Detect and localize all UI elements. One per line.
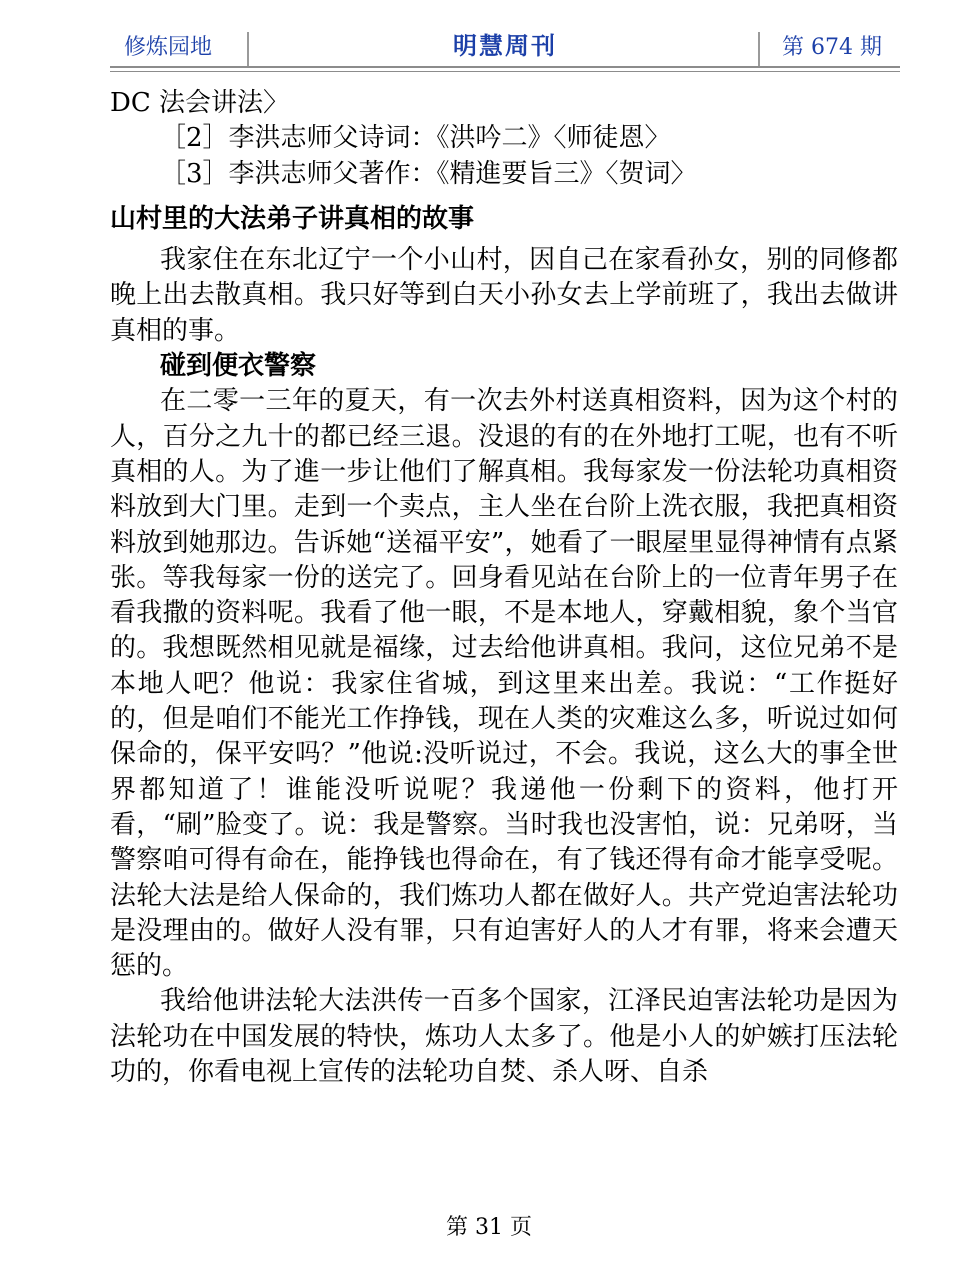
header-divider — [758, 32, 760, 66]
issue-number: 第 674 期 — [782, 35, 882, 60]
article-paragraph: 我家住在东北辽宁一个小山村，因自己在家看孙女，别的同修都晚上出去散真相。我只好等到白天小孙女去上学前班了，我出去做讲真相的事。 — [110, 245, 898, 346]
publication-title: 明慧周刊 — [453, 32, 557, 60]
article-subheading: 碰到便衣警察 — [160, 351, 317, 382]
reference-line: ［2］李洪志师父诗词：《洪吟二》〈师徒恩〉 — [160, 123, 671, 154]
article-paragraph: 在二零一三年的夏天，有一次去外村送真相资料，因为这个村的人，百分之九十的都已经三退。没退的有的在外地打工呢，也有不听真相的人。为了進一步让他们了解真相。我每家发一份法轮功真相资料放到大门里。走到一个卖点，主人坐在台阶上洗衣服，我把真相资料放到她那边。告诉她“送福平安”，她看了一眼屋里显得神情有点紧张。等我每家一份的送完了。回身看见站在台阶上的一位青年男子在看我撒的资料呢。我看了他一眼，不是本地人，穿戴相貌，象个当官的。我想既然相见就是福缘，过去给他讲真相。我问，这位兄弟不是本地人吧？他说：我家住省城，到这里来出差。我说：“工作挺好的，但是咱们不能光工作挣钱，现在人类的灾难这么多，听说过如何保命的，保平安吗？”他说:没听说过，不会。我说，这么大的事全世界都知道了！谁能没听说呢？我递他一份剩下的资料，他打开看，“刷”脸变了。说：我是警察。当时我也没害怕，说：兄弟呀，当警察咱可得有命在，能挣钱也得命在，有了钱还得有命才能享受呢。法轮大法是给人保命的，我们炼功人都在做好人。共产党迫害法轮功是没理由的。做好人没有罪，只有迫害好人的人才有罪，将来会遭天惩的。 — [110, 386, 898, 982]
page-content — [110, 86, 898, 1090]
section-label: 修炼园地 — [124, 35, 213, 60]
header-rule-thin — [110, 71, 900, 72]
reference-line: ［3］李洪志师父著作：《精進要旨三》〈贺词〉 — [160, 158, 697, 189]
header-rule — [110, 66, 900, 68]
article-paragraph: 我给他讲法轮大法洪传一百多个国家，江泽民迫害法轮功是因为法轮功在中国发展的特快，炼功人太多了。他是小人的妒嫉打压法轮功的，你看电视上宣传的法轮功自焚、杀人呀、自杀 — [110, 986, 898, 1088]
reference-line: DC 法会讲法〉 — [110, 88, 290, 118]
page-header — [110, 22, 900, 68]
article-title: 山村里的大法弟子讲真相的故事 — [110, 203, 475, 234]
page-number: 第 31 页 — [446, 1215, 532, 1240]
